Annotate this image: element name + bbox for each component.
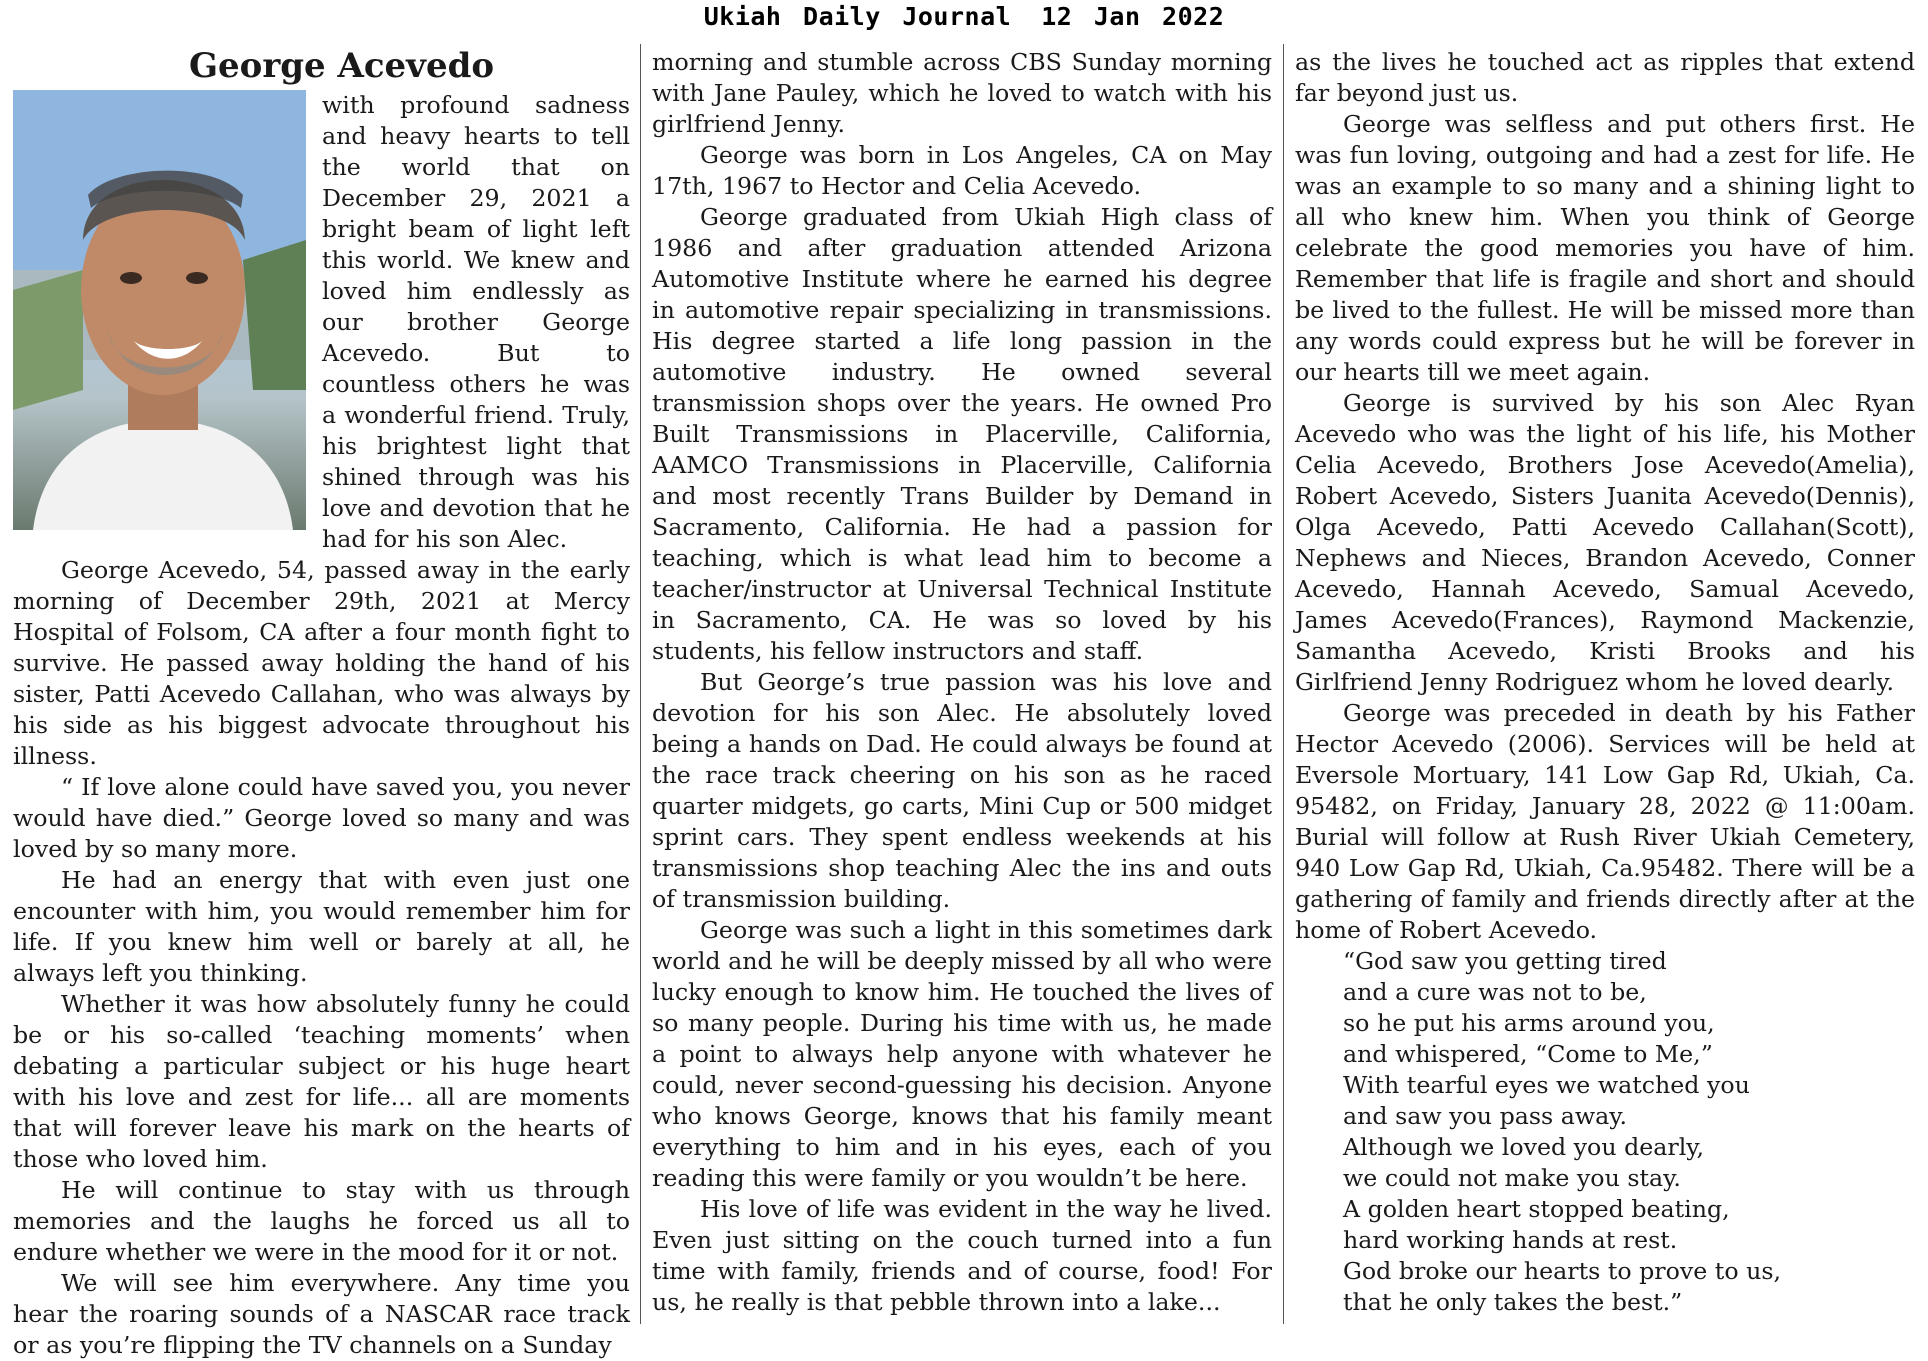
paragraph: His love of life was evident in the way he lived. Even just sitting on the couch turned into a fun time with family, friends and of course, food! For us, he really is that pebble thrown into a lake... bbox=[652, 1195, 1272, 1316]
paragraph: We will see him everywhere. Any time you hear the roaring sounds of a NASCAR race track or as you’re flipping the TV channels on a Sunday bbox=[13, 1269, 630, 1359]
column-divider bbox=[1283, 44, 1284, 1324]
paragraph: morning and stumble across CBS Sunday morning with Jane Pauley, which he loved to watch with his girlfriend Jenny. bbox=[652, 48, 1272, 138]
obituary-intro: with profound sadness and heavy hearts to tell the world that on December 29, 2021 a bright beam of light left this world. We knew and loved him endlessly as our brother George Acevedo. But to countless others he was a wonderful friend. Truly, his brightest light that shined through was his love and devotion that he had for his son Alec. bbox=[322, 91, 630, 553]
poem-line: and saw you pass away. bbox=[1343, 1102, 1627, 1130]
paragraph: George Acevedo, 54, passed away in the early morning of December 29th, 2021 at Mercy Hospital of Folsom, CA after a four month fight to survive. He passed away holding the hand of his sister, Patti Acevedo Callahan, who was always by his side as his biggest advocate throughout his illness. bbox=[13, 556, 630, 770]
paragraph: George is survived by his son Alec Ryan Acevedo who was the light of his life, his Mother Celia Acevedo, Brothers Jose Acevedo(Amelia), Robert Acevedo, Sisters Juanita Acevedo(Dennis), Olga Acevedo, Patti Acevedo Callahan(Scott), Nephews and Nieces, Brandon Acevedo, Conner Acevedo, Hannah Acevedo, Samual Acevedo, James Acevedo(Frances), Raymond Mackenzie, Samantha Acevedo, Kristi Brooks and his Girlfriend Jenny Rodriguez whom he loved dearly. bbox=[1295, 389, 1915, 696]
column-3 bbox=[1295, 47, 1915, 1318]
paragraph: George was preceded in death by his Father Hector Acevedo (2006). Services will be held at Eversole Mortuary, 141 Low Gap Rd, Ukiah, Ca. 95482, on Friday, January 28, 2022 @ 11:00am. Burial will follow at Rush River Ukiah Cemetery, 940 Low Gap Rd, Ukiah, Ca.95482. There will be a gathering of family and friends directly after at the home of Robert Acevedo. bbox=[1295, 699, 1915, 944]
masthead bbox=[0, 2, 1928, 31]
paragraph: as the lives he touched act as ripples that extend far beyond just us. bbox=[1295, 48, 1915, 107]
poem-line: Although we loved you dearly, bbox=[1343, 1133, 1705, 1161]
paragraph: George was born in Los Angeles, CA on May 17th, 1967 to Hector and Celia Acevedo. bbox=[652, 141, 1272, 200]
poem-line: A golden heart stopped beating, bbox=[1343, 1195, 1730, 1223]
poem-line: hard working hands at rest. bbox=[1343, 1226, 1678, 1254]
paragraph: But George’s true passion was his love and devotion for his son Alec. He absolutely loved being a hands on Dad. He could always be found at the race track cheering on his son as he raced quarter midgets, go carts, Mini Cup or 500 midget sprint cars. They spent endless weekends at his transmissions shop teaching Alec the ins and outs of transmission building. bbox=[652, 668, 1272, 913]
publication-date: 12 Jan 2022 bbox=[1041, 2, 1225, 31]
column-1 bbox=[13, 46, 630, 1361]
poem-line: and whispered, “Come to Me,” bbox=[1343, 1040, 1713, 1068]
paragraph: He had an energy that with even just one encounter with him, you would remember him for life. If you knew him well or barely at all, he always left you thinking. bbox=[13, 866, 630, 987]
portrait-photo bbox=[13, 90, 306, 530]
poem-line: we could not make you stay. bbox=[1343, 1164, 1681, 1192]
paragraph: George was such a light in this sometimes dark world and he will be deeply missed by all who were lucky enough to know him. He touched the lives of so many people. During his time with us, he made a point to always help anyone with whatever he could, never second-guessing his decision. Anyone who knows George, knows that his family meant everything to him and in his eyes, each of you reading this were family or you wouldn’t be here. bbox=[652, 916, 1272, 1192]
column-divider bbox=[640, 44, 641, 1324]
obituary-title: George Acevedo bbox=[188, 46, 495, 86]
poem-line: and a cure was not to be, bbox=[1343, 978, 1647, 1006]
paragraph: He will continue to stay with us through memories and the laughs he forced us all to endure whether we were in the mood for it or not. bbox=[13, 1176, 630, 1266]
publication-name: Ukiah Daily Journal bbox=[703, 2, 1012, 31]
paragraph: George graduated from Ukiah High class of 1986 and after graduation attended Arizona Automotive Institute where he earned his degree in automotive repair specializing in transmissions. His degree started a life long passion in the automotive industry. He owned several transmission shops over the years. He owned Pro Built Transmissions in Placerville, California, AAMCO Transmissions in Placerville, California and most recently Trans Builder by Demand in Sacramento, California. He had a passion for teaching, which is what lead him to become a teacher/instructor at Universal Technical Institute in Sacramento, CA. He was so loved by his students, his fellow instructors and staff. bbox=[652, 203, 1272, 665]
poem-line: God broke our hearts to prove to us, bbox=[1343, 1257, 1782, 1285]
poem-line: “God saw you getting tired bbox=[1343, 947, 1667, 975]
portrait-illustration bbox=[13, 90, 306, 530]
column-2 bbox=[652, 47, 1272, 1318]
poem-line: so he put his arms around you, bbox=[1343, 1009, 1715, 1037]
poem-line: that he only takes the best.” bbox=[1343, 1288, 1683, 1316]
poem-line: With tearful eyes we watched you bbox=[1343, 1071, 1750, 1099]
paragraph: George was selfless and put others first. He was fun loving, outgoing and had a zest for life. He was an example to so many and a shining light to all who knew him. When you think of George celebrate the good memories you have of him. Remember that life is fragile and short and should be lived to the fullest. He will be missed more than any words could express but he will be forever in our hearts till we meet again. bbox=[1295, 110, 1915, 386]
paragraph: “ If love alone could have saved you, you never would have died.” George loved so many and was loved by so many more. bbox=[13, 773, 630, 863]
paragraph: Whether it was how absolutely funny he could be or his so-called ‘teaching moments’ when debating a particular subject or his huge heart with his love and zest for life... all are moments that will forever leave his mark on the hearts of those who loved him. bbox=[13, 990, 630, 1173]
memorial-poem bbox=[1295, 946, 1915, 1318]
